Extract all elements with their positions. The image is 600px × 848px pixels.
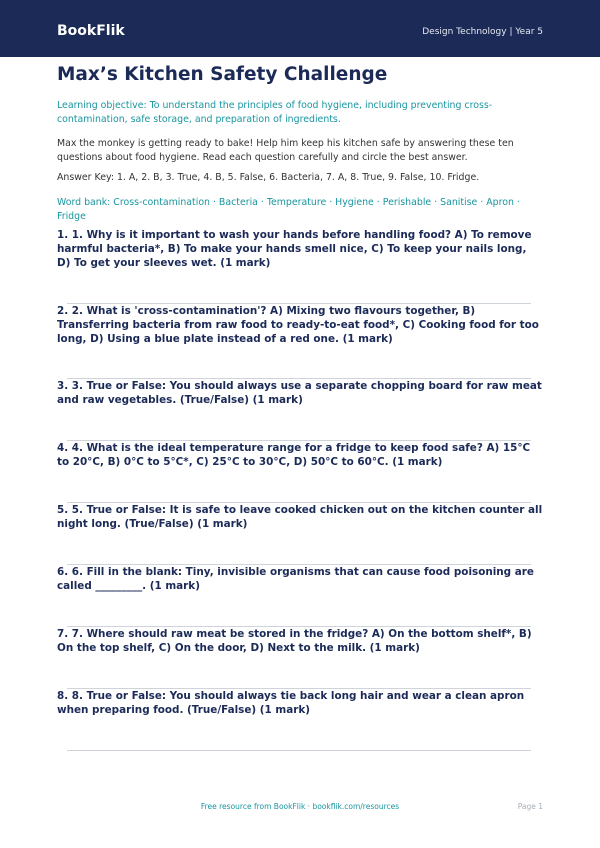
page-number: Page 1 [517, 802, 543, 811]
answer-line [67, 750, 531, 751]
subject-label: Design Technology | Year 5 [422, 27, 543, 37]
word-bank: Word bank: Cross-contamination · Bacteria · Temperature · Hygiene · Perishable · Sanitise · Apron · Fridge [57, 197, 520, 222]
question-3: 3. 3. True or False: You should always use a separate chopping board for raw meat and raw vegetables. (True/False) (1 mark) [57, 380, 542, 406]
question-5: 5. 5. True or False: It is safe to leave cooked chicken out on the kitchen counter all night long. (True/False) (1 mark) [57, 504, 543, 530]
question-4: 4. 4. What is the ideal temperature range for a fridge to keep food safe? A) 15°C to 20°C, B) 0°C to 5°C*, C) 25°C to 30°C, D) 50°C to 60°C. (1 mark) [57, 442, 531, 468]
question-8: 8. 8. True or False: You should always tie back long hair and wear a clean apron when preparing food. (True/False) (1 mark) [57, 690, 525, 716]
header-bar [0, 0, 600, 57]
footer-link[interactable]: Free resource from BookFlik · bookflik.com/resources [200, 802, 400, 811]
question-6: 6. 6. Fill in the blank: Tiny, invisible organisms that can cause food poisoning are called _________. (1 mark) [57, 566, 534, 592]
question-1: 1. 1. Why is it important to wash your hands before handling food? A) To remove harmful bacteria*, B) To make your hands smell nice, C) To keep your nails long, D) To get your sleeves wet. (1 mark) [57, 229, 532, 269]
intro-text: Max the monkey is getting ready to bake! Help him keep his kitchen safe by answering these ten questions about food hygiene. Read each question carefully and circle the best answer. [57, 138, 514, 163]
question-7: 7. 7. Where should raw meat be stored in the fridge? A) On the bottom shelf*, B) On the top shelf, C) On the door, D) Next to the milk. (1 mark) [57, 628, 532, 654]
answer-key: Answer Key: 1. A, 2. B, 3. True, 4. B, 5. False, 6. Bacteria, 7. A, 8. True, 9. False, 10. Fridge. [57, 172, 480, 183]
brand-logo[interactable]: BookFlik [57, 23, 125, 39]
page-title: Max’s Kitchen Safety Challenge [57, 64, 388, 85]
question-2: 2. 2. What is 'cross-contamination'? A) Mixing two flavours together, B) Transferring bacteria from raw food to ready-to-eat food*, C) Cooking food for too long, D) Using a blue plate instead of a red one. (1 mark) [57, 305, 539, 345]
learning-objective: Learning objective: To understand the principles of food hygiene, including preventing cross-contamination, safe storage, and preparation of ingredients. [57, 100, 493, 125]
